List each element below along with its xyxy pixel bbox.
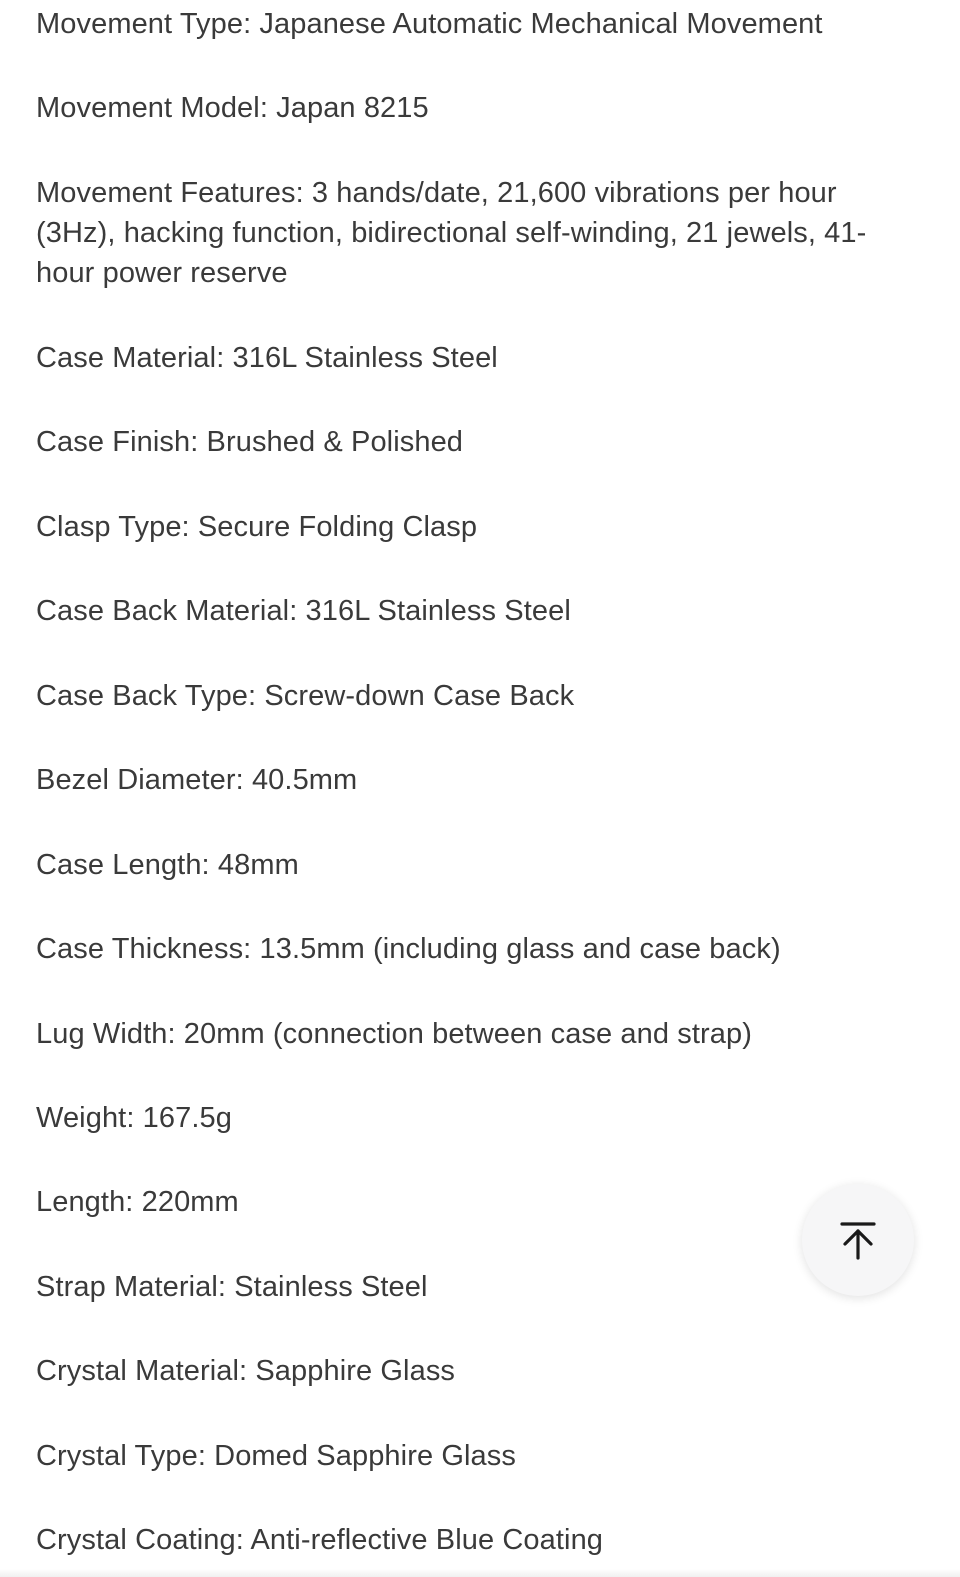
spec-crystal-material: Crystal Material: Sapphire Glass	[36, 1355, 456, 1387]
spec-case-back-type: Case Back Type: Screw-down Case Back	[36, 680, 575, 712]
spec-case-material: Case Material: 316L Stainless Steel	[36, 342, 498, 374]
bottom-edge-shadow	[0, 1569, 960, 1577]
spec-lug-width: Lug Width: 20mm (connection between case and strap)	[36, 1018, 752, 1050]
spec-movement-model: Movement Model: Japan 8215	[36, 92, 429, 124]
spec-bezel-diameter: Bezel Diameter: 40.5mm	[36, 764, 358, 796]
spec-case-length: Case Length: 48mm	[36, 849, 299, 881]
back-to-top-button[interactable]	[802, 1184, 914, 1296]
spec-clasp-type: Clasp Type: Secure Folding Clasp	[36, 511, 478, 543]
spec-strap-material: Strap Material: Stainless Steel	[36, 1271, 428, 1303]
arrow-up-to-line-icon	[836, 1218, 880, 1262]
spec-movement-features: Movement Features: 3 hands/date, 21,600 vibrations per hour (3Hz), hacking function, bidirectional self-winding, 21 jewels, 41-hour power reserve	[36, 177, 867, 289]
spec-crystal-type: Crystal Type: Domed Sapphire Glass	[36, 1440, 516, 1472]
spec-case-finish: Case Finish: Brushed & Polished	[36, 426, 464, 458]
spec-weight: Weight: 167.5g	[36, 1102, 232, 1134]
spec-case-back-material: Case Back Material: 316L Stainless Steel	[36, 595, 571, 627]
spec-movement-type: Movement Type: Japanese Automatic Mechanical Movement	[36, 8, 823, 40]
spec-length: Length: 220mm	[36, 1186, 239, 1218]
spec-case-thickness: Case Thickness: 13.5mm (including glass and case back)	[36, 933, 781, 965]
spec-crystal-coating: Crystal Coating: Anti-reflective Blue Coating	[36, 1524, 604, 1556]
